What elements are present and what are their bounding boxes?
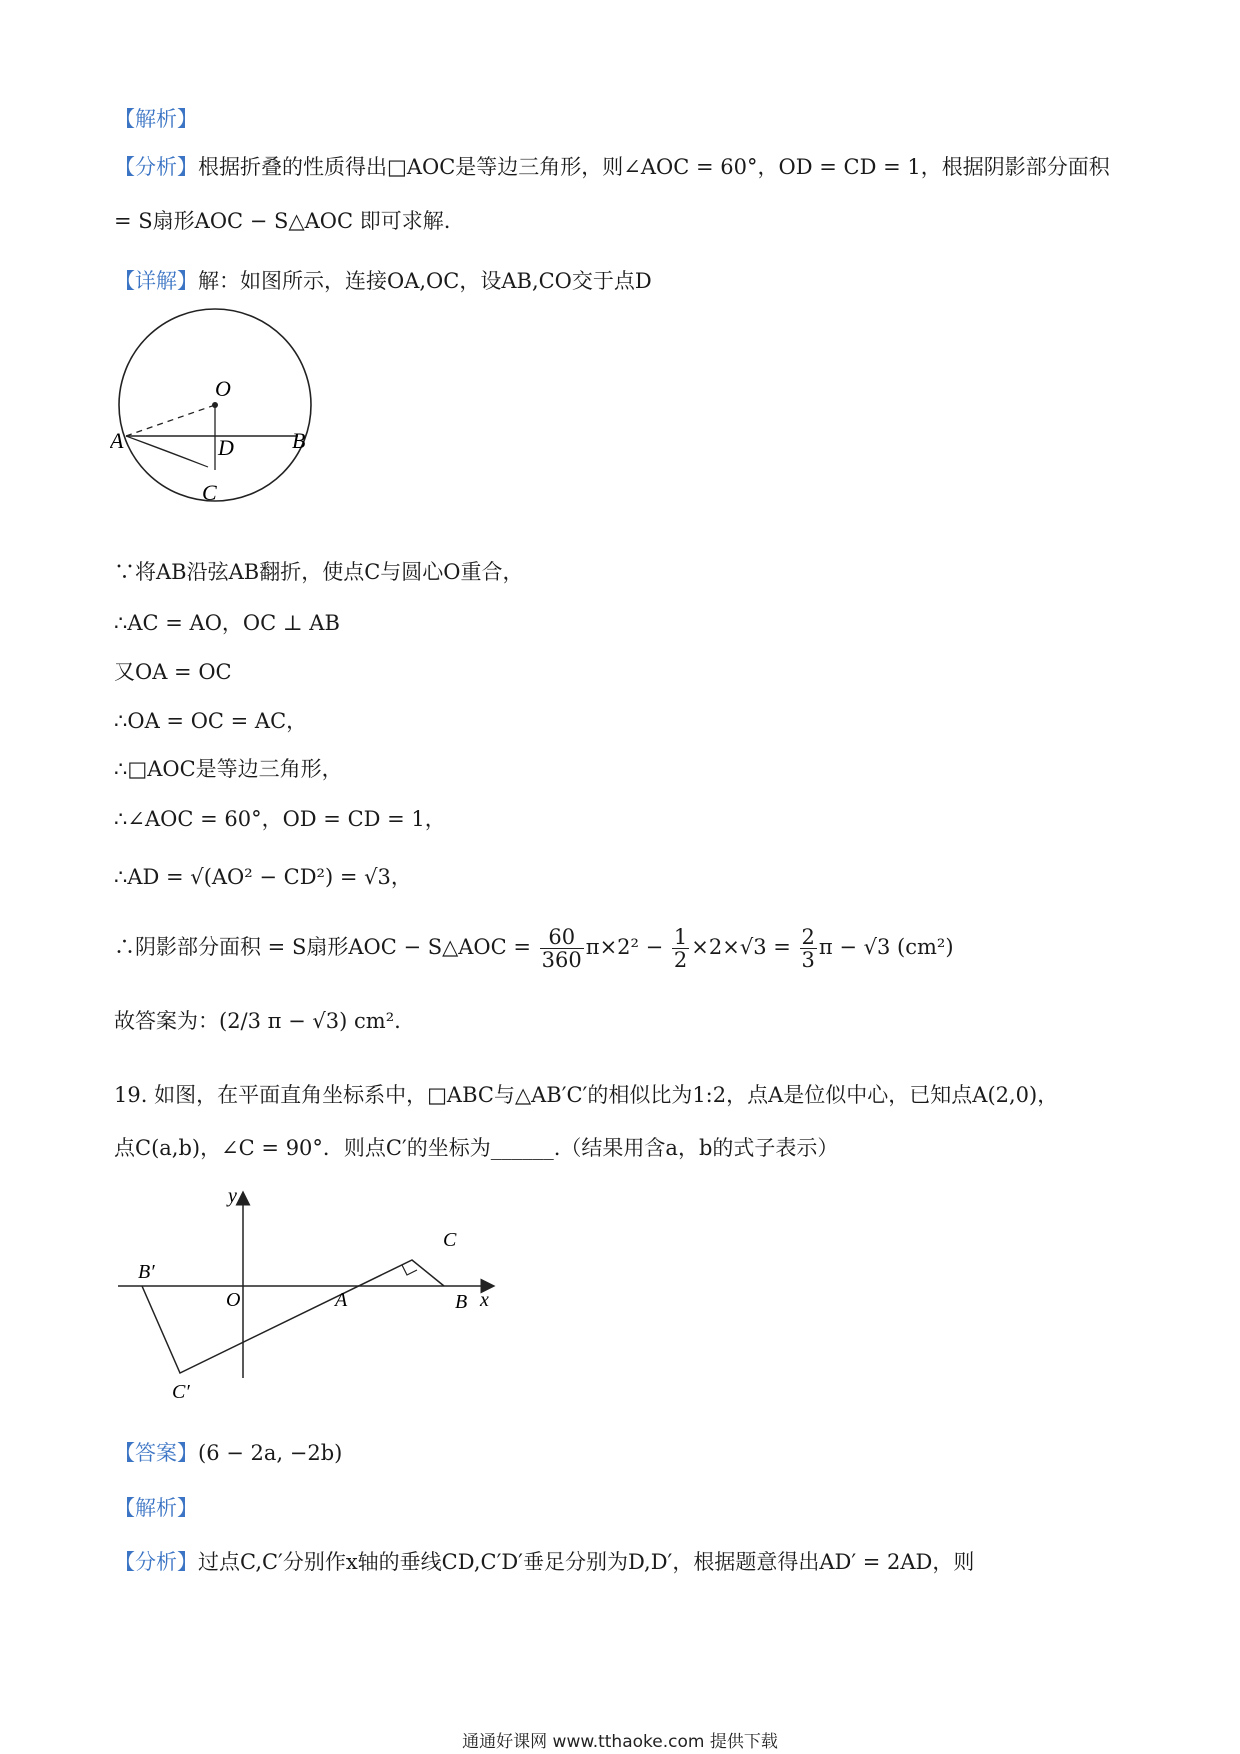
xiangjie-text: 解：如图所示，连接OA,OC，设AB,CO交于点D: [198, 269, 652, 293]
fraction-denominator: 3: [801, 948, 815, 972]
fraction-numerator: 2: [801, 924, 815, 949]
step-2: ∴AC = AO，OC ⊥ AB: [114, 611, 340, 635]
fig1-label-A: A: [110, 428, 124, 453]
fig2-label-C: C: [443, 1229, 457, 1251]
coordinate-figure: [110, 1188, 510, 1408]
fraction-denominator: 2: [673, 948, 688, 972]
fraction-numerator: 1: [673, 924, 688, 949]
shade-prefix: ∴阴影部分面积 = S扇形AOC − S△AOC =: [114, 935, 538, 959]
fig2-label-A: A: [335, 1289, 348, 1311]
fenxi-label: 【分析】: [114, 155, 198, 179]
fig1-label-C: C: [202, 480, 217, 505]
analysis-label: 【解析】: [114, 107, 198, 131]
fraction-60-360: [540, 926, 584, 971]
page-footer: 通通好课网 www.tthaoke.com 提供下载: [462, 1732, 778, 1752]
fraction-denominator: 360: [541, 948, 582, 972]
fig2-label-O: O: [226, 1289, 241, 1311]
q19-fenxi-text: 过点C,C′分别作x轴的垂线CD,C′D′垂足分别为D,D′，根据题意得出AD′ = 2AD，则: [198, 1550, 975, 1574]
fraction-half: [672, 926, 689, 971]
fraction-numerator: 60: [540, 926, 584, 949]
fig2-label-B: B: [455, 1291, 468, 1313]
q19-fenxi-line: [114, 1547, 974, 1577]
step-7: ∴AD = √(AO² − CD²) = √3，: [114, 865, 412, 889]
step-6: ∴∠AOC = 60°，OD = CD = 1，: [114, 807, 446, 831]
fraction-two-thirds: [800, 926, 817, 971]
step-4: ∴OA = OC = AC，: [114, 709, 308, 733]
q19-answer-line: [114, 1438, 342, 1468]
daan-label: 【答案】: [114, 1441, 198, 1465]
analysis-line-1: [114, 152, 1110, 182]
shade-mid-2: ×2×√3 =: [691, 935, 798, 959]
answer-prefix: 故答案为：: [114, 1009, 219, 1033]
step-5: ∴□AOC是等边三角形，: [114, 757, 343, 781]
q19-answer: (6 − 2a, −2b): [198, 1441, 343, 1465]
fig2-axis-x: x: [480, 1289, 489, 1311]
analysis-line-2: = S扇形AOC − S△AOC 即可求解.: [114, 209, 451, 233]
detail-line: [114, 266, 652, 296]
step-3: 又OA = OC: [114, 660, 232, 684]
shaded-area-line: [114, 918, 954, 976]
shade-mid-1: π×2² −: [585, 935, 670, 959]
q19-line-2: 点C(a,b)，∠C = 90°．则点C′的坐标为______.（结果用含a，b的式子表示）: [114, 1136, 839, 1160]
fig1-label-D: D: [218, 435, 234, 460]
q19-line-1: 19. 如图，在平面直角坐标系中，□ABC与△AB′C′的相似比为1:2，点A是位似中心，已知点A(2,0)，: [114, 1083, 1059, 1107]
fig2-label-C-prime: C′: [172, 1381, 190, 1403]
step-1: ∵将AB沿弦AB翻折，使点C与圆心O重合，: [114, 560, 524, 584]
fig2-label-B-prime: B′: [138, 1261, 155, 1283]
shade-tail: π − √3 (cm²): [818, 935, 954, 959]
xiangjie-label: 【详解】: [114, 269, 198, 293]
q19-analysis-label: 【解析】: [114, 1496, 198, 1520]
q19-fenxi-label: 【分析】: [114, 1550, 198, 1574]
fenxi-text-1: 根据折叠的性质得出□AOC是等边三角形，则∠AOC = 60°，OD = CD = 1，根据阴影部分面积: [198, 155, 1110, 179]
answer-expression: (2/3 π − √3) cm².: [219, 1009, 401, 1033]
fig2-axis-y: y: [228, 1188, 237, 1207]
fig1-label-B: B: [292, 428, 306, 453]
circle-figure: [110, 300, 330, 530]
fig1-label-O: O: [215, 376, 231, 401]
answer-line-1: [114, 1006, 401, 1036]
